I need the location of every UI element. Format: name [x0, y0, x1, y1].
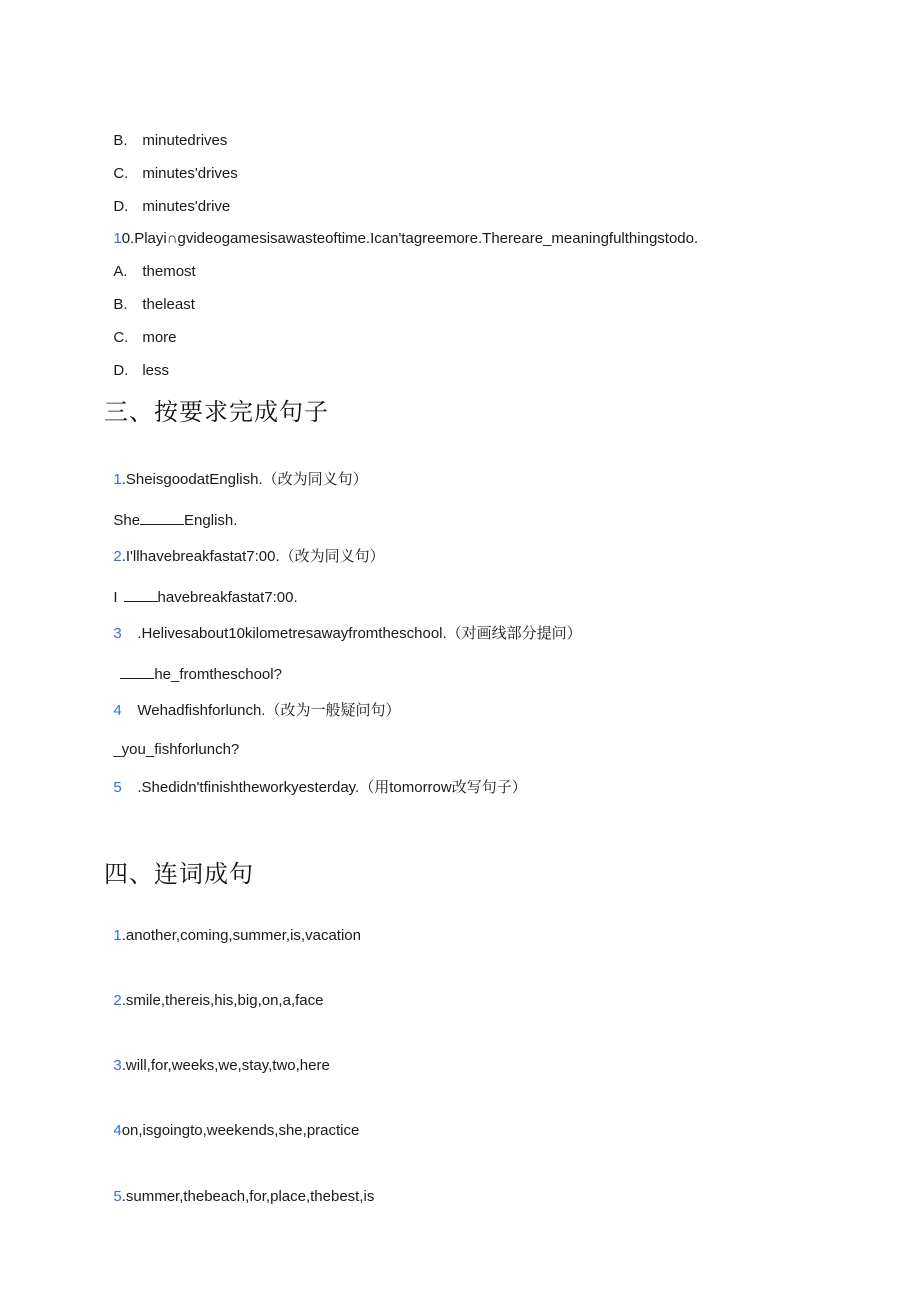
item-prompt: .I'llhavebreakfastat7:00.（改为同义句） — [121, 548, 385, 565]
answer-blank — [140, 510, 184, 525]
answer-blank — [120, 664, 154, 679]
q10-option-d — [105, 344, 169, 380]
item-number: 1 — [113, 927, 122, 944]
answer-blank — [124, 587, 158, 602]
option-letter: B. — [113, 296, 128, 313]
option-text: minutes'drives — [142, 165, 238, 182]
q10-option-a — [105, 245, 196, 281]
item-text: .smile,thereis,his,big,on,a,face — [121, 992, 324, 1009]
answer-pre: She — [113, 512, 141, 529]
s3-item-4 — [105, 684, 400, 720]
question-number: 1 — [113, 230, 122, 247]
s3-item-1 — [105, 453, 368, 489]
item-number: 2 — [113, 992, 122, 1009]
item-text: .summer,thebeach,for,place,thebest,is — [121, 1188, 375, 1205]
option-text: minutedrives — [142, 132, 228, 149]
option-text: more — [142, 329, 177, 346]
option-letter: B. — [113, 132, 128, 149]
option-letter: C. — [113, 329, 129, 346]
answer-post: havebreakfastat7:00. — [157, 589, 298, 606]
answer-pre: I — [113, 589, 118, 606]
s3-item-2 — [105, 530, 385, 566]
s3-item-3 — [105, 607, 582, 643]
question-10 — [105, 212, 698, 248]
item-number: 5 — [113, 1188, 122, 1205]
answer-post: English. — [184, 512, 238, 529]
question-text: 0.Playi∩gvideogamesisawasteoftime.Ican'tagreemore.Thereare_meaningfulthingstodo. — [121, 230, 699, 247]
q10-option-c — [105, 311, 177, 347]
item-prompt: .Helivesabout10kilometresawayfromtheschool.（对画线部分提问） — [137, 625, 582, 642]
item-number: 2 — [113, 548, 122, 565]
item-text: .will,for,weeks,we,stay,two,here — [121, 1057, 330, 1074]
option-letter: C. — [113, 165, 129, 182]
option-letter: A. — [113, 263, 128, 280]
item-text: .another,coming,summer,is,vacation — [121, 927, 361, 944]
section4-title: 四、连词成句 — [104, 860, 254, 888]
s3-item-5 — [105, 761, 527, 797]
item-number: 3 — [113, 1057, 122, 1074]
item-number: 5 — [113, 779, 122, 796]
s4-item-4 — [105, 1104, 359, 1140]
s3-answer-2 — [105, 569, 298, 607]
answer-post: _you_fishforlunch? — [113, 741, 240, 758]
option-letter: D. — [113, 198, 129, 215]
s3-answer-3 — [105, 646, 282, 684]
item-prompt: .SheisgoodatEnglish.（改为同义句） — [121, 471, 368, 488]
q10-option-b — [105, 278, 195, 314]
item-number: 4 — [113, 1122, 122, 1139]
item-prompt: .Shedidn'tfinishtheworkyesterday.（用tomorrow改写句子） — [137, 779, 527, 796]
option-text: theleast — [142, 296, 195, 313]
item-prompt: Wehadfishforlunch.（改为一般疑问句） — [137, 702, 401, 719]
item-text: on,isgoingto,weekends,she,practice — [121, 1122, 360, 1139]
item-number: 1 — [113, 471, 122, 488]
option-letter: D. — [113, 362, 129, 379]
s4-item-1 — [105, 909, 361, 945]
s4-item-3 — [105, 1039, 330, 1075]
s3-answer-4 — [105, 723, 239, 759]
q9-option-b — [105, 114, 227, 150]
item-number: 3 — [113, 625, 122, 642]
q9-option-c — [105, 147, 238, 183]
s4-item-5 — [105, 1170, 374, 1206]
section3-title: 三、按要求完成句子 — [104, 398, 329, 426]
answer-post: he_fromtheschool? — [154, 666, 282, 683]
s3-answer-1 — [105, 492, 237, 530]
option-text: minutes'drive — [142, 198, 231, 215]
s4-item-2 — [105, 974, 323, 1010]
option-text: themost — [142, 263, 196, 280]
option-text: less — [142, 362, 170, 379]
q9-option-d — [105, 180, 230, 216]
item-number: 4 — [113, 702, 122, 719]
